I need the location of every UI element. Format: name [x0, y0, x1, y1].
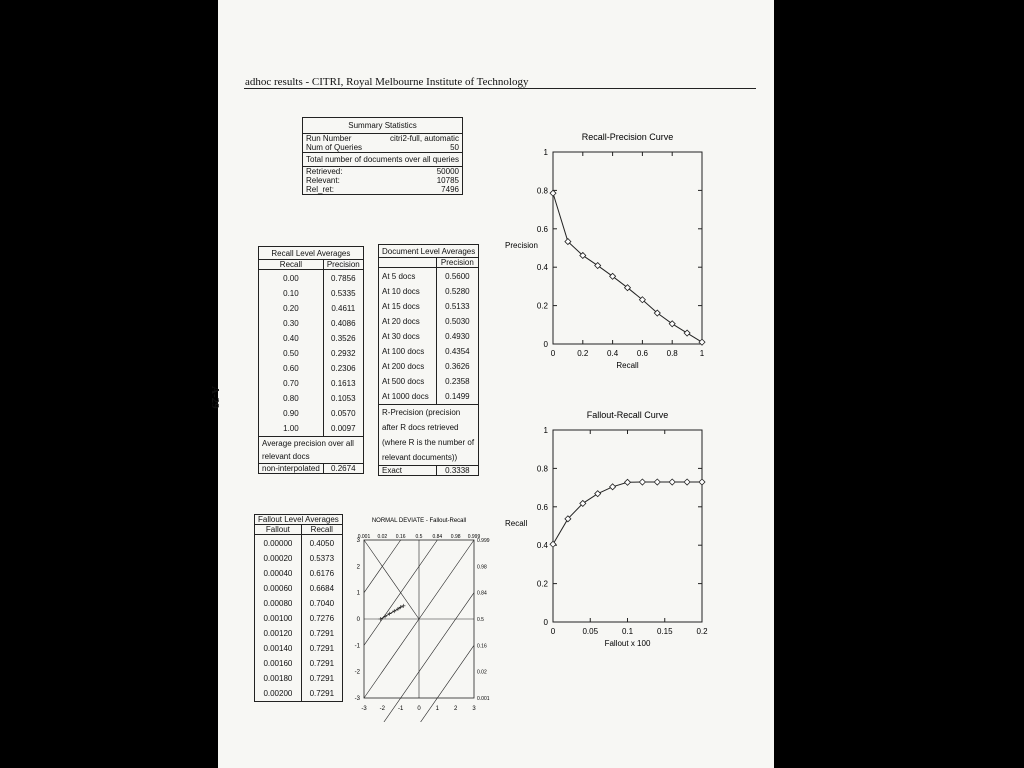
data-point: [639, 479, 645, 485]
precision-value: 0.0570: [331, 409, 356, 418]
header-rule: [244, 88, 756, 89]
data-point: [654, 479, 660, 485]
fallout-recall-value: 0.7040: [309, 599, 335, 608]
top-tick-label: 0.001: [357, 534, 371, 540]
x-tick-label: 0.2: [696, 627, 708, 636]
recall-value: 0.90: [283, 409, 299, 418]
r-precision-text: R-Precision (precision after R docs retrieved (where R is the number of relevant documents)): [379, 405, 479, 466]
series-line: [381, 606, 404, 619]
x-tick-label: -3: [361, 706, 367, 712]
retrieved-label: Retrieved:: [303, 167, 376, 177]
relret-label: Rel_ret:: [303, 185, 376, 195]
data-point: [392, 609, 396, 613]
doc-precision-column: [436, 268, 479, 405]
recall-value: 0.00: [283, 274, 299, 283]
fallout-value: 0.00160: [263, 659, 293, 668]
exact-label: Exact: [379, 466, 437, 476]
recall-value: 0.50: [283, 349, 299, 358]
doc-cutoff-label: At 5 docs: [382, 272, 416, 281]
y-tick-label: 1: [356, 590, 360, 597]
x-tick-label: 2: [453, 706, 458, 712]
doc-cutoff-label: At 10 docs: [382, 287, 420, 296]
fallout-recall-value: 0.5373: [309, 554, 335, 563]
doc-level-title: Document Level Averages: [379, 245, 479, 258]
fallout-recall-value: 0.7291: [309, 644, 335, 653]
summary-statistics-table: [302, 117, 463, 195]
recall-column: [259, 270, 324, 437]
recall-value: 0.40: [283, 334, 299, 343]
y-tick-label: 0.2: [536, 579, 548, 589]
y-tick-label: 3: [356, 538, 360, 544]
x-tick-label: 0.05: [582, 627, 599, 636]
x-axis-label: Fallout x 100: [604, 639, 651, 648]
doc-precision-value: 0.5030: [445, 317, 470, 326]
precision-value: 0.4611: [331, 304, 356, 313]
right-tick-label: 0.02: [477, 669, 487, 676]
doc-precision-value: 0.5600: [445, 272, 470, 281]
col-precision: Precision: [323, 260, 363, 270]
x-tick-label: 3: [472, 706, 476, 712]
doc-cutoff-column: [379, 268, 437, 405]
fallout-value: 0.00040: [263, 569, 293, 578]
x-tick-label: 0: [550, 349, 556, 358]
normal-deviate-chart: [350, 510, 500, 722]
data-point: [550, 541, 556, 547]
relevant-value: 10785: [375, 176, 462, 185]
doc-precision-value: 0.2358: [445, 377, 470, 386]
recall-value: 0.30: [283, 319, 299, 328]
y-tick-label: 0: [543, 618, 548, 627]
recall-value: 0.10: [283, 289, 299, 298]
top-tick-label: 0.02: [377, 534, 388, 540]
x-tick-label: 0: [550, 627, 556, 636]
fallout-value: 0.00140: [263, 644, 293, 653]
right-tick-label: 0.999: [477, 538, 490, 544]
y-tick-label: -3: [354, 696, 360, 702]
y-axis-label: Recall: [505, 519, 528, 528]
precision-value: 0.1613: [331, 379, 356, 388]
doc-level-blank: [379, 258, 437, 268]
x-axis-label: Recall: [616, 361, 639, 370]
fallout-value: 0.00120: [263, 629, 293, 638]
fallout-value: 0.00100: [263, 614, 293, 623]
col-recall: Recall: [259, 260, 324, 270]
y-tick-label: 2: [356, 564, 360, 571]
document-level-table: [378, 244, 479, 476]
x-tick-label: 1: [699, 349, 705, 358]
precision-value: 0.0097: [331, 424, 356, 433]
noninterp-value: 0.2674: [323, 464, 363, 474]
total-docs-label: Total number of documents over all queries: [303, 153, 463, 167]
x-tick-label: 0.15: [656, 627, 673, 636]
fallout-value: 0.00060: [263, 584, 293, 593]
y-tick-label: 0.8: [536, 186, 548, 196]
y-tick-label: 0: [543, 340, 548, 349]
doc-cutoff-label: At 30 docs: [382, 332, 420, 341]
fallout-recall-value: 0.7291: [309, 629, 335, 638]
fallout-level-table: [254, 514, 343, 702]
fallout-recall-value: 0.7276: [309, 614, 335, 623]
x-tick-label: 0.1: [621, 627, 634, 636]
run-number-value: citri2-full, automatic: [375, 134, 462, 144]
x-tick-label: 0.6: [636, 349, 648, 358]
summary-title: Summary Statistics: [303, 118, 463, 134]
num-queries-label: Num of Queries: [303, 143, 376, 153]
doc-cutoff-label: At 500 docs: [382, 377, 425, 386]
right-tick-label: 0.001: [477, 696, 490, 702]
y-tick-label: 0.6: [536, 224, 548, 234]
precision-value: 0.1053: [331, 394, 356, 403]
data-point: [383, 614, 387, 618]
series-line: [553, 193, 702, 342]
y-tick-label: -1: [354, 643, 360, 650]
doc-precision-value: 0.1499: [445, 392, 470, 401]
fallout-recall-value: 0.7291: [309, 689, 335, 698]
fallout-value: 0.00080: [263, 599, 293, 608]
doc-precision-value: 0.5133: [445, 302, 470, 311]
x-tick-label: 0.4: [607, 349, 619, 358]
y-tick-label: 0.4: [536, 263, 548, 273]
doc-cutoff-label: At 200 docs: [382, 362, 425, 371]
doc-precision-value: 0.4930: [445, 332, 470, 341]
relret-value: 7496: [375, 185, 462, 195]
chart-title: NORMAL DEVIATE - Fallout-Recall: [371, 518, 467, 524]
top-tick-label: 0.98: [450, 534, 461, 540]
y-tick-label: 1: [543, 148, 548, 157]
top-tick-label: 0.84: [432, 534, 443, 540]
fallout-recall-value: 0.7291: [309, 659, 335, 668]
x-tick-label: 0.8: [666, 349, 678, 358]
precision-value: 0.4086: [331, 319, 356, 328]
precision-column: [323, 270, 363, 437]
run-number-label: Run Number: [303, 134, 376, 144]
precision-value: 0.3526: [331, 334, 356, 343]
doc-precision-value: 0.5280: [445, 287, 470, 296]
right-tick-label: 0.5: [477, 617, 484, 623]
y-tick-label: 1: [543, 426, 548, 435]
doc-cutoff-label: At 20 docs: [382, 317, 420, 326]
page-number: A-29: [209, 386, 221, 409]
doc-precision-value: 0.3626: [445, 362, 470, 371]
data-point: [610, 484, 616, 490]
doc-precision-value: 0.4354: [445, 347, 470, 356]
recall-value: 0.70: [283, 379, 299, 388]
precision-value: 0.2306: [331, 364, 356, 373]
recall-value: 0.80: [283, 394, 299, 403]
fallout-recall-value: 0.6684: [309, 584, 335, 593]
page-header: adhoc results - CITRI, Royal Melbourne Institute of Technology: [245, 76, 529, 88]
data-point: [388, 612, 392, 616]
data-point: [699, 479, 705, 485]
series-line: [553, 482, 702, 544]
recall-value: 1.00: [283, 424, 299, 433]
doc-cutoff-label: At 100 docs: [382, 347, 425, 356]
fallout-recall-value: 0.7291: [309, 674, 335, 683]
data-point: [550, 190, 556, 196]
y-axis-label: Precision: [505, 241, 538, 250]
fallout-column: [255, 535, 302, 702]
data-point: [595, 491, 601, 497]
top-tick-label: 0.16: [395, 534, 406, 540]
fallout-recall-chart: [505, 406, 720, 661]
exact-value: 0.3338: [436, 466, 479, 476]
col-fallout-recall: Recall: [301, 525, 342, 535]
precision-value: 0.5335: [331, 289, 356, 298]
fallout-value: 0.00180: [263, 674, 293, 683]
doc-cutoff-label: At 1000 docs: [382, 392, 429, 401]
y-tick-label: 0.6: [536, 502, 548, 512]
top-tick-label: 0.999: [467, 534, 481, 540]
precision-value: 0.2932: [331, 349, 356, 358]
y-tick-label: -2: [354, 669, 360, 676]
data-point: [684, 330, 690, 336]
top-tick-label: 0.5: [415, 534, 423, 540]
data-point: [684, 479, 690, 485]
fallout-recall-value: 0.6176: [309, 569, 335, 578]
recall-value: 0.20: [283, 304, 299, 313]
x-tick-label: -1: [397, 706, 404, 712]
x-tick-label: 0: [417, 706, 421, 712]
x-tick-label: -2: [379, 706, 386, 712]
recall-precision-chart: [505, 128, 720, 383]
recall-level-table: [258, 246, 364, 474]
right-tick-label: 0.16: [477, 643, 487, 650]
recall-value: 0.60: [283, 364, 299, 373]
chart-title: Recall-Precision Curve: [581, 132, 674, 142]
avg-precision-label: Average precision over all relevant docs: [259, 437, 364, 464]
recall-level-title: Recall Level Averages: [259, 247, 364, 260]
fallout-value: 0.00200: [263, 689, 293, 698]
right-tick-label: 0.84: [477, 590, 487, 597]
chart-title: Fallout-Recall Curve: [586, 410, 669, 420]
data-point: [379, 617, 383, 621]
fallout-recall-value: 0.4050: [309, 539, 335, 548]
data-point: [669, 479, 675, 485]
doc-cutoff-label: At 15 docs: [382, 302, 420, 311]
y-tick-label: 0.8: [536, 464, 548, 474]
relevant-label: Relevant:: [303, 176, 376, 185]
col-fallout: Fallout: [255, 525, 302, 535]
right-tick-label: 0.98: [477, 564, 487, 571]
fallout-value: 0.00000: [263, 539, 293, 548]
fallout-value: 0.00020: [263, 554, 293, 563]
noninterp-label: non-interpolated: [259, 464, 324, 474]
reference-antidiagonal: [364, 540, 419, 619]
num-queries-value: 50: [375, 143, 462, 153]
retrieved-value: 50000: [375, 167, 462, 177]
x-tick-label: 1: [435, 706, 440, 712]
fallout-recall-column: [301, 535, 342, 702]
x-tick-label: 0.2: [577, 349, 589, 358]
data-point: [625, 479, 631, 485]
precision-value: 0.7856: [331, 274, 356, 283]
y-tick-label: 0.2: [536, 301, 548, 311]
doc-col-precision: Precision: [436, 258, 479, 268]
fallout-level-title: Fallout Level Averages: [255, 515, 343, 525]
plot-frame: [553, 430, 702, 622]
y-tick-label: 0: [356, 617, 360, 623]
y-tick-label: 0.4: [536, 541, 548, 551]
